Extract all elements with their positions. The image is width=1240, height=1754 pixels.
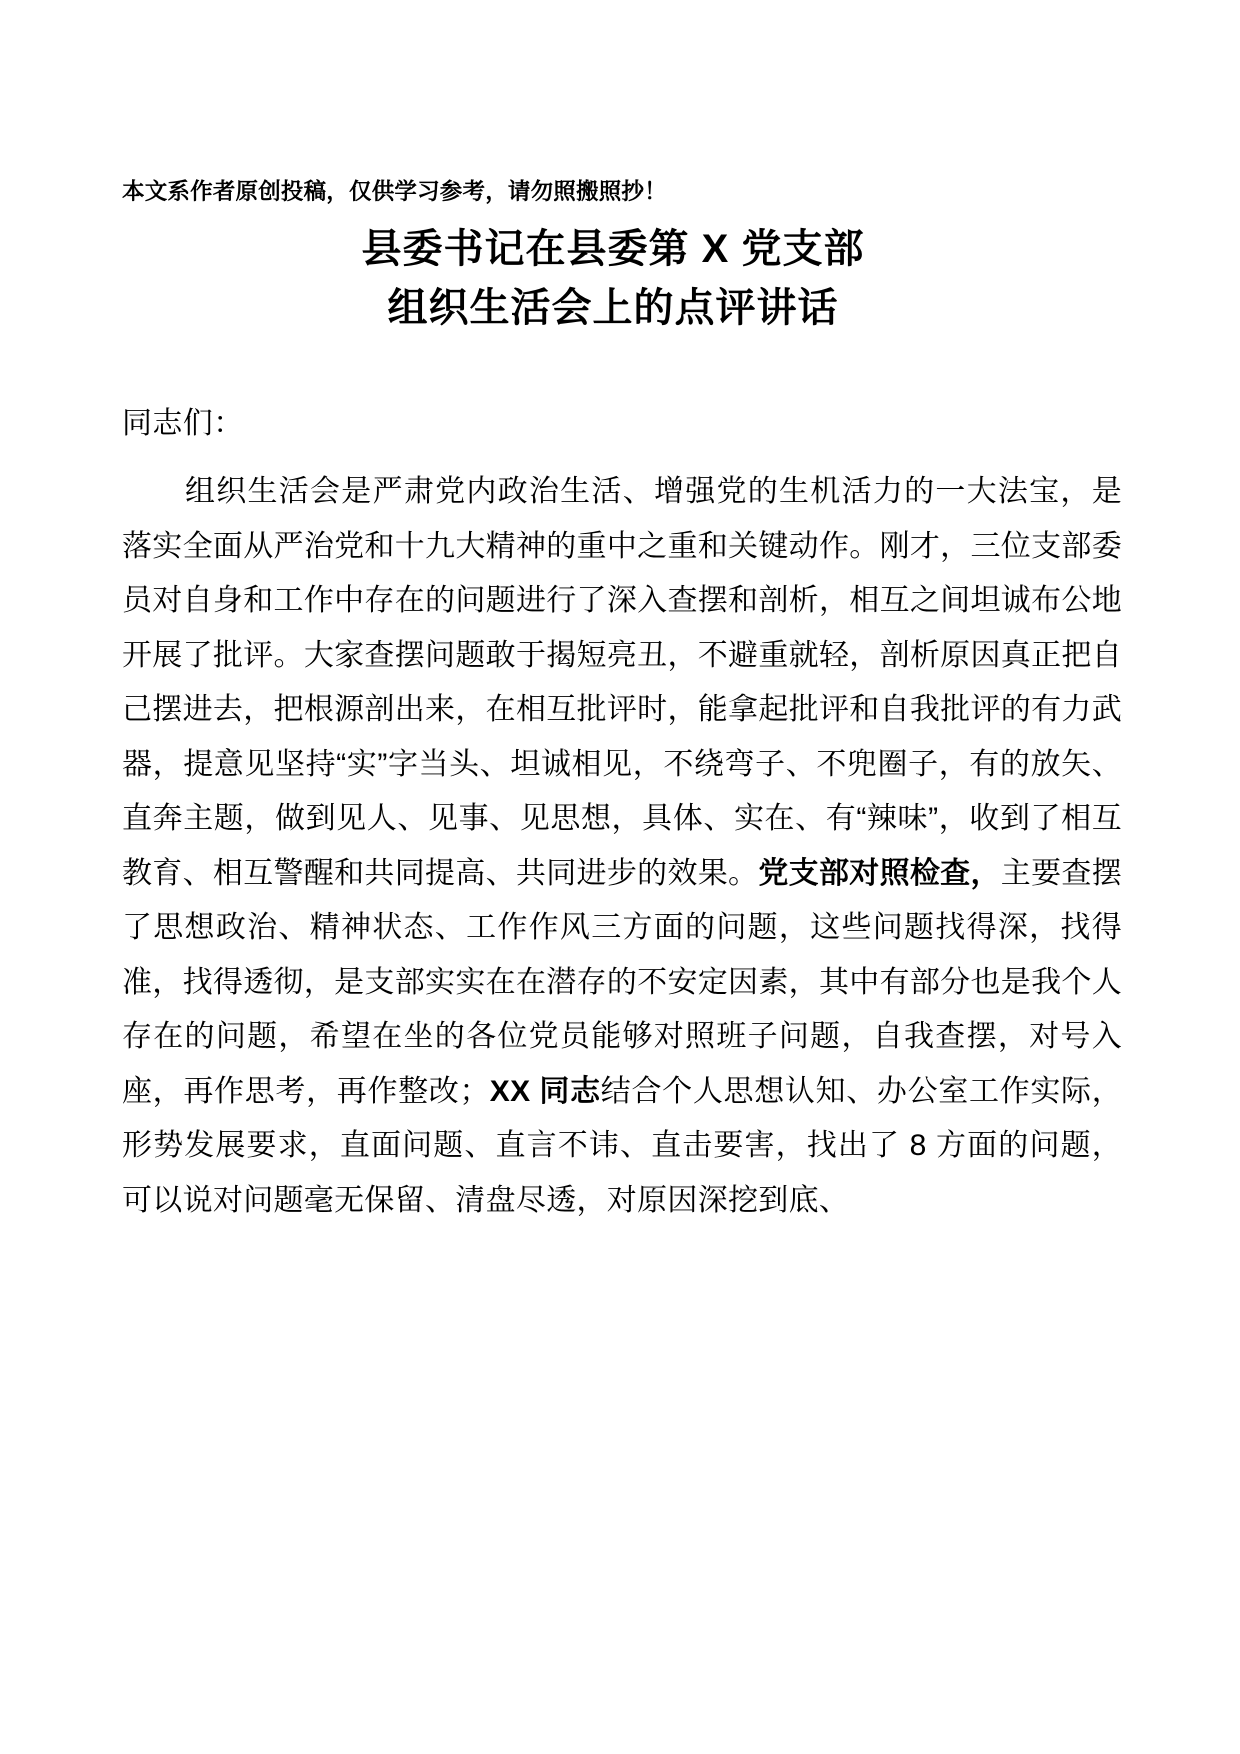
paragraph-segment-emphasis: 党支部对照检查，	[758, 856, 1001, 890]
disclaimer-notice: 本文系作者原创投稿，仅供学习参考，请勿照搬照抄！	[122, 179, 667, 204]
salutation: 同志们：	[122, 406, 244, 440]
paragraph-segment-emphasis: XX 同志	[489, 1074, 601, 1108]
page-title	[122, 220, 1122, 338]
document-content	[122, 178, 1122, 1228]
body-paragraph-1	[122, 465, 1122, 1228]
paragraph-segment: 主要查摆了思想政治、精神状态、工作作风三方面的问题，这些问题找得深，找得准，找得透彻，是支部实实在在潜存的不安定因素，其中有部分也是我个人存在的问题，希望在坐的各位党员能够对照班子问题，自我查摆，对号入座，再作思考，再作整改；	[122, 856, 1122, 1108]
page-title-line-1: 县委书记在县委第 X 党支部	[361, 227, 865, 272]
page-title-line-2: 组织生活会上的点评讲话	[387, 286, 839, 331]
paragraph-segment: 结合个人思想认知、办公室工作实际，形势发展要求，直面问题、直言不讳、直击要害，找出了 8 方面的问题，可以说对问题毫无保留、清盘尽透，对原因深挖到底、	[122, 1074, 1122, 1217]
paragraph-segment: 组织生活会是严肃党内政治生活、增强党的生机活力的一大法宝，是落实全面从严治党和十九大精神的重中之重和关键动作。刚才，三位支部委员对自身和工作中存在的问题进行了深入查摆和剖析，相互之间坦诚布公地开展了批评。大家查摆问题敢于揭短亮丑，不避重就轻，剖析原因真正把自己摆进去，把根源剖出来，在相互批评时，能拿起批评和自我批评的有力武器，提意见坚持“实”字当头、坦诚相见，不绕弯子、不兜圈子，有的放矢、直奔主题，做到见人、见事、见思想，具体、实在、有“辣味”，收到了相互教育、相互警醒和共同提高、共同进步的效果。	[122, 475, 1122, 890]
